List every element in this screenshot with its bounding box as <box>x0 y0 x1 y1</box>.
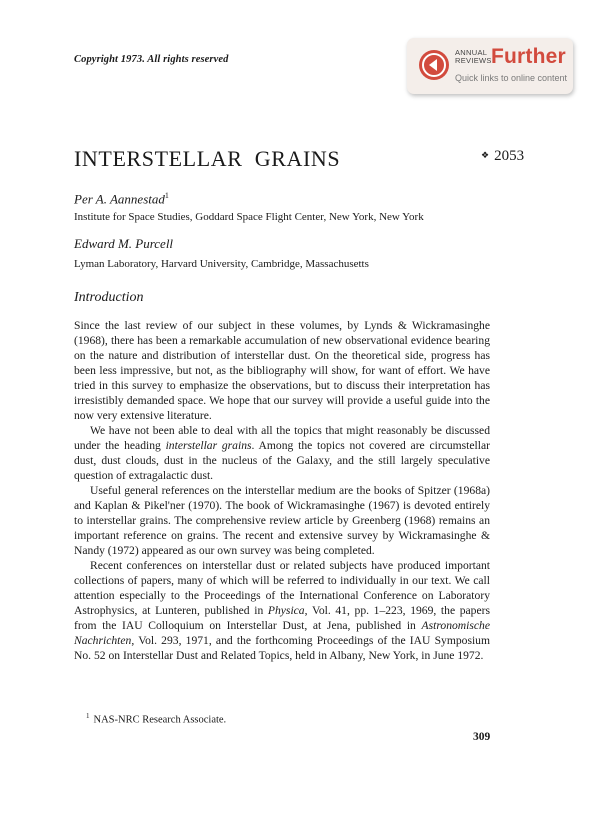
footnote-mark: 1 <box>164 191 169 200</box>
footnote-mark: 1 <box>86 712 90 720</box>
footnote <box>86 712 226 726</box>
paragraph: Since the last review of our subject in these volumes, by Lynds & Wickramasinghe (1968), there has been a remarkable accumulation of new observational evidence bearing on the nature and distribution of interstellar dust. On the theoretical side, progress has been less impressive, but not, as the bibliography will show, for want of effort. We have tried in this survey to emphasize the observations, but to discuss their interpretation has irresistibly demanded space. We hope that our survey will provide a useful guide into the now very extensive literature. <box>74 319 490 422</box>
author-name: Edward M. Purcell <box>74 236 174 251</box>
article-body <box>74 318 490 663</box>
article-code <box>481 148 524 165</box>
article-code-number: 2053 <box>494 148 525 164</box>
page-number: 309 <box>473 731 491 743</box>
author-affiliation: Institute for Space Studies, Goddard Space Flight Center, New York, New York <box>74 211 424 223</box>
author-affiliation: Lyman Laboratory, Harvard University, Cambridge, Massachusetts <box>74 258 369 270</box>
copyright-notice: Copyright 1973. All rights reserved <box>74 54 229 65</box>
paragraph: Useful general references on the interstellar medium are the books of Spitzer (1968a) and Kaplan & Pikel'ner (1970). The book of Wickramasinghe (1967) is devoted entirely to interstellar grains. The comprehensive review article by Greenberg (1968) remains an important reference on grains. The recent and extensive survey by Wickramasinghe & Nandy (1972) appeared as our own survey was being completed. <box>74 484 490 557</box>
author-name: Per A. Aannestad$^1$ <box>74 191 169 207</box>
diamond-icon: ❖ <box>481 150 490 160</box>
annual-reviews-further-widget[interactable] <box>407 38 573 94</box>
paragraph: Recent conferences on interstellar dust or related subjects have produced important collections of papers, many of which will be referred to individually in our text. We call attention especially to the Proceedings of the International Conference on Laboratory Astrophysics, at Lunteren, published in Physica, Vol. 41, pp. 1–223, 1969, the papers from the IAU Colloquium on Interstellar Dust, at Jena, published in Astronomische Nachrichten, Vol. 293, 1971, and the forthcoming Proceedings of the IAU Symposium No. 52 on Interstellar Dust and Related Topics, held in Albany, New York, in June 1972. <box>74 559 490 662</box>
further-brand: Further <box>491 45 566 68</box>
section-heading: Introduction <box>74 290 144 305</box>
paragraph: We have not been able to deal with all the topics that might reasonably be discussed under the heading interstellar grains. Among the topics not covered are circumstellar dust, dust clouds, dust in the nucleus of the Galaxy, and the still largely speculative question of extragalactic dust. <box>74 424 490 482</box>
article-title: INTERSTELLAR GRAINS <box>74 146 341 171</box>
back-arrow-icon[interactable] <box>419 50 449 80</box>
footnote-text: NAS-NRC Research Associate. <box>93 714 227 726</box>
annual-reviews-wordmark: ANNUAL REVIEWS <box>455 48 492 65</box>
further-tagline[interactable]: Quick links to online content <box>455 73 568 83</box>
